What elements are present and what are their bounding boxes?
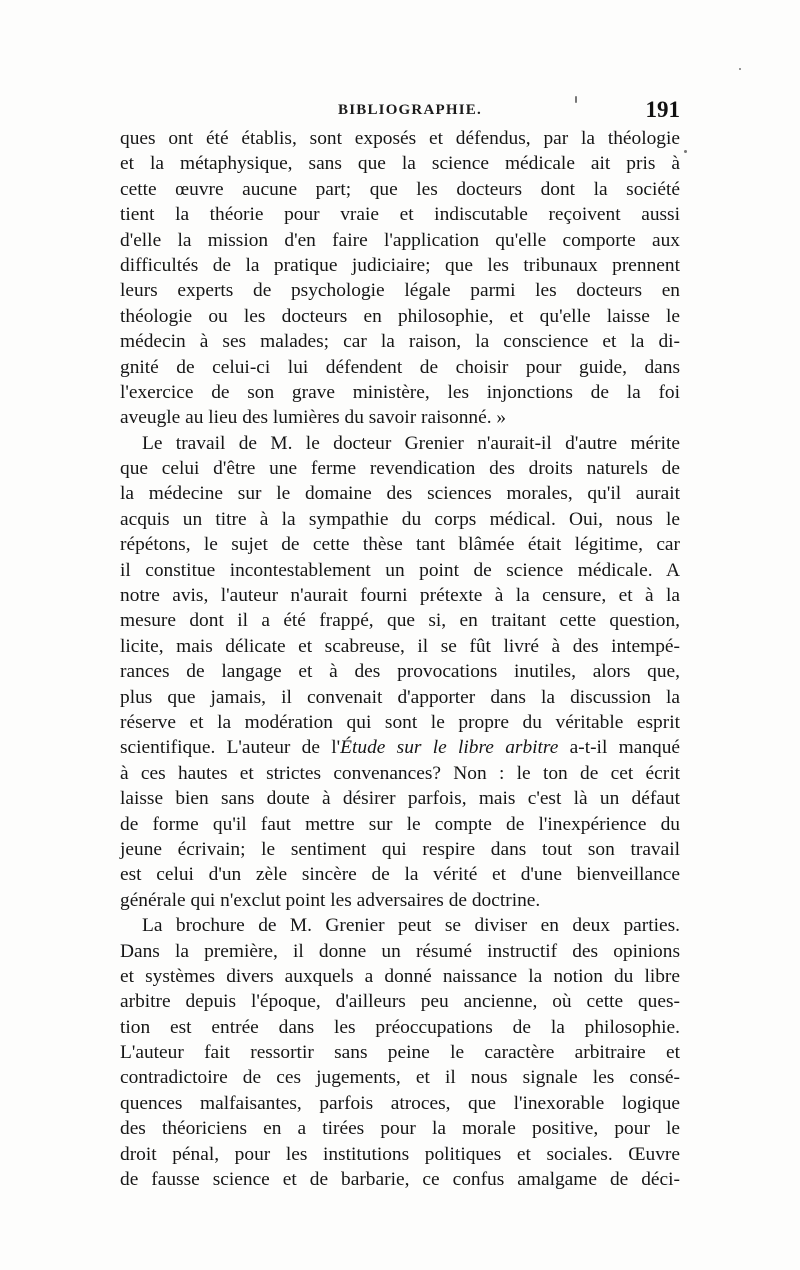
text-line: est celui d'un zèle sincère de la vérité et d'une bienveillance (120, 864, 680, 886)
text-line: ques ont été établis, sont exposés et défendus, par la théologie (120, 128, 680, 149)
text-line: de fausse science et de barbarie, ce confus amalgame de déci- (120, 1169, 680, 1191)
text-line: théologie ou les docteurs en philosophie, et qu'elle laisse le (120, 305, 680, 327)
text-line: d'elle la mission d'en faire l'application qu'elle comporte aux (120, 229, 680, 251)
running-head (120, 97, 680, 126)
text-line: tient la théorie pour vraie et indiscutable reçoivent aussi (120, 204, 680, 226)
text-line: gnité de celui-ci lui défendent de choisir pour guide, dans (120, 356, 680, 378)
text-line-start: scientifique. L'auteur de l' (120, 737, 341, 759)
text-line-end: a-t-il manqué (558, 737, 680, 759)
running-title: BIBLIOGRAPHIE. (338, 102, 482, 118)
print-speck (684, 150, 687, 153)
body-text (120, 126, 680, 1192)
text-line: l'exercice de son grave ministère, les injonctions de la foi (120, 381, 680, 403)
text-line: acquis un titre à la sympathie du corps médical. Oui, nous le (120, 508, 680, 530)
text-line: des théoriciens en a tirées pour la morale positive, pour le (120, 1118, 680, 1140)
text-line: il constitue incontestablement un point de science médicale. A (120, 559, 680, 581)
page-number: 191 (645, 97, 680, 122)
text-line: jeune écrivain; le sentiment qui respire dans tout son travail (120, 838, 680, 860)
text-line: contradictoire de ces jugements, et il nous signale les consé- (120, 1067, 680, 1089)
text-line: leurs experts de psychologie légale parmi les docteurs en (120, 280, 680, 302)
text-line: quences malfaisantes, parfois atroces, que l'inexorable logique (120, 1092, 680, 1114)
text-line: arbitre depuis l'époque, d'ailleurs peu ancienne, où cette ques- (120, 991, 680, 1013)
text-line: cette œuvre aucune part; que les docteurs dont la société (120, 178, 680, 200)
text-line: Dans la première, il donne un résumé instructif des opinions (120, 940, 680, 962)
text-line: que celui d'être une ferme revendication des droits naturels de (120, 458, 680, 480)
text-line: tion est entrée dans les préoccupations de la philosophie. (120, 1016, 680, 1038)
italic-book-title: Étude sur le libre arbitre (340, 737, 559, 759)
text-line: notre avis, l'auteur n'aurait fourni prétexte à la censure, et à la (120, 585, 680, 607)
text-line: difficultés de la pratique judiciaire; que les tribunaux prennent (120, 254, 680, 276)
text-line: L'auteur fait ressortir sans peine le caractère arbitraire et (120, 1042, 680, 1064)
text-line-with-italic-title (120, 735, 680, 760)
text-line: aveugle au lieu des lumières du savoir raisonné. » (120, 407, 507, 429)
text-line: et systèmes divers auxquels a donné naissance la notion du libre (120, 965, 680, 987)
text-line: générale qui n'exclut point les adversaires de doctrine. (120, 889, 541, 911)
text-line: médecin à ses malades; car la raison, la conscience et la di- (120, 331, 680, 353)
text-line: à ces hautes et strictes convenances? Non : le ton de cet écrit (120, 762, 680, 784)
text-line: mesure dont il a été frappé, que si, en traitant cette question, (120, 610, 680, 632)
text-line: de forme qu'il faut mettre sur le compte de l'inexpérience du (120, 813, 680, 835)
text-line: droit pénal, pour les institutions politiques et sociales. Œuvre (120, 1143, 680, 1165)
text-line: Le travail de M. le docteur Grenier n'aurait-il d'autre mérite (142, 432, 680, 454)
text-line: répétons, le sujet de cette thèse tant blâmée était légitime, car (120, 534, 680, 556)
print-speck (739, 68, 741, 70)
text-line: la médecine sur le domaine des sciences morales, qu'il aurait (120, 483, 680, 505)
text-line: licite, mais délicate et scabreuse, il se fût livré à des intempé- (120, 635, 680, 657)
text-line: laisse bien sans doute à désirer parfois, mais c'est là un défaut (120, 788, 680, 810)
print-speck (575, 96, 577, 103)
text-line: et la métaphysique, sans que la science médicale ait pris à (120, 153, 680, 175)
text-line: rances de langage et à des provocations inutiles, alors que, (120, 661, 680, 683)
text-line: plus que jamais, il convenait d'apporter dans la discussion la (120, 686, 680, 708)
text-line: réserve et la modération qui sont le propre du véritable esprit (120, 711, 680, 733)
text-line: La brochure de M. Grenier peut se diviser en deux parties. (142, 915, 680, 937)
